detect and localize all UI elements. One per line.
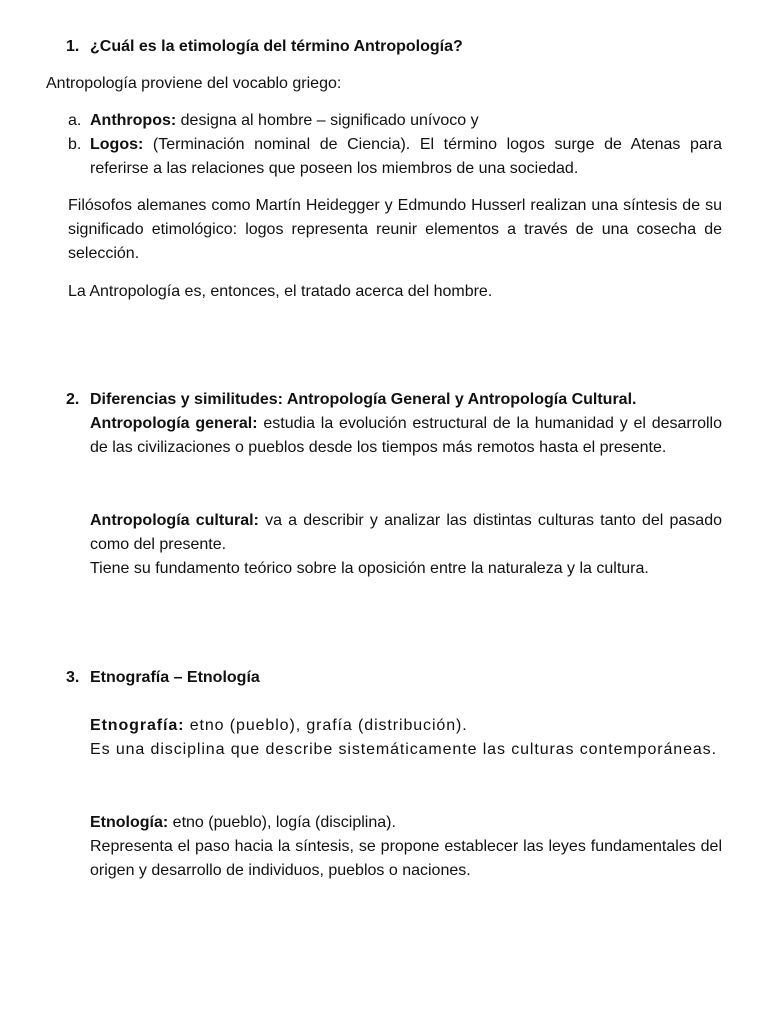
section3-number: 3. — [66, 669, 80, 686]
cultural-extra: Tiene su fundamento teórico sobre la oposición entre la naturaleza y la cultura. — [90, 560, 649, 577]
etnografia-line — [90, 714, 722, 738]
etnologia-text: etno (pueblo), logía (disciplina). — [168, 814, 396, 831]
general-text: estudia la evolución estructural de la humanidad y el desarrollo de las civilizaciones o pueblos desde los tiempos más remotos hasta el presente. — [90, 415, 722, 456]
section3-heading: Etnografía – Etnología — [90, 669, 260, 686]
section1-paragraph2: La Antropología es, entonces, el tratado acerca del hombre. — [68, 283, 493, 300]
general-paragraph — [90, 412, 722, 460]
section2-heading: Diferencias y similitudes: Antropología General y Antropología Cultural. — [90, 391, 637, 408]
item-b — [90, 133, 722, 181]
cultural-text: va a describir y analizar las distintas culturas tanto del pasado como del presente. — [90, 512, 722, 553]
etnologia-line — [90, 811, 722, 835]
item-a-term: Anthropos: — [90, 112, 177, 129]
etnografia-description: Es una disciplina que describe sistemáticamente las culturas contemporáneas. — [90, 741, 717, 758]
item-a — [90, 109, 722, 133]
section1-number: 1. — [66, 38, 80, 55]
item-a-marker: a. — [68, 112, 82, 129]
general-term: Antropología general: — [90, 415, 258, 432]
item-b-marker: b. — [68, 136, 82, 153]
cultural-term: Antropología cultural: — [90, 512, 259, 529]
section1-intro: Antropología proviene del vocablo griego: — [46, 75, 342, 92]
section1-paragraph1: Filósofos alemanes como Martín Heidegger y Edmundo Husserl realizan una síntesis de su significado etimológico: logos representa reunir elementos a través de una cosecha de selección. — [68, 197, 722, 262]
etnologia-term: Etnología: — [90, 814, 169, 831]
item-b-term: Logos: — [90, 136, 144, 153]
etnologia-description: Representa el paso hacia la síntesis, se propone establecer las leyes fundamentales del origen y desarrollo de individuos, pueblos o naciones. — [90, 838, 722, 879]
item-b-text: (Terminación nominal de Ciencia). El término logos surge de Atenas para referirse a las relaciones que poseen los miembros de una sociedad. — [90, 136, 722, 177]
section1-heading: ¿Cuál es la etimología del término Antropología? — [90, 38, 463, 55]
etnografia-text: etno (pueblo), grafía (distribución). — [184, 717, 468, 734]
section2-number: 2. — [66, 391, 80, 408]
etnografia-term: Etnografía: — [90, 717, 185, 734]
item-a-text: designa al hombre – significado unívoco y — [176, 112, 479, 129]
cultural-paragraph — [90, 509, 722, 557]
